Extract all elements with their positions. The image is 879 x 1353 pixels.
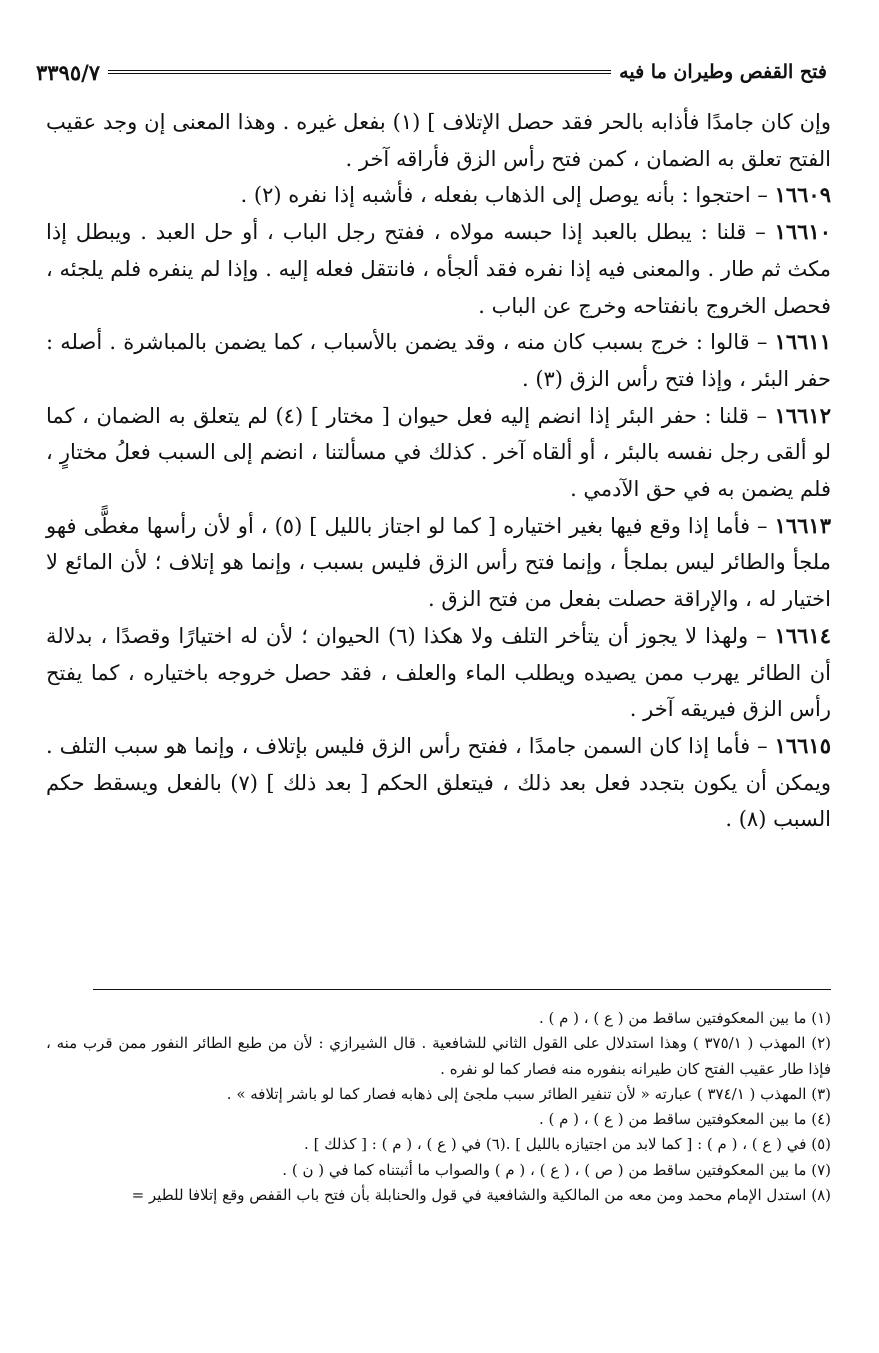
paragraph-number: ١٦٦١٤ xyxy=(774,622,832,648)
paragraph-text: – فأما إذا وقع فيها بغير اختياره [ كما لو اجتاز بالليل ] (٥) ، أو لأن رأسها مغطًّى فهو ملجأ والطائر ليس بملجأ ، وإنما فتح رأس الزق فليس بسبب ، وإنما هو إتلاف ؛ لأن المائع لا اختيار له ، والإراقة حصلت بفعل من فتح الزق . xyxy=(46,513,831,612)
paragraph xyxy=(46,508,831,618)
paragraph-text: – قلنا : حفر البئر إذا انضم إليه فعل حيوان [ مختار ] (٤) لم يتعلق به الضمان ، كما لو ألقى رجل نفسه بالبئر ، أو ألقاه آخر . كذلك في مسألتنا ، انضم إلى السبب فعلُ مختارٍ ، فلم يضمن به في حق الآدمي . xyxy=(46,403,831,502)
paragraph-number: ١٦٦١٢ xyxy=(774,402,831,428)
paragraph-number: ١٦٦١٥ xyxy=(774,732,831,758)
paragraph xyxy=(46,728,831,838)
running-title: فتح القفص وطيران ما فيه xyxy=(619,61,827,83)
paragraph-number: ١٦٦١٠ xyxy=(774,219,831,245)
paragraph-number: ١٦٦٠٩ xyxy=(774,182,831,208)
footnotes xyxy=(46,1006,831,1208)
paragraph-number: ١٦٦١٣ xyxy=(774,512,831,538)
page-number: ٣٣٩٥/٧ xyxy=(36,59,101,85)
footnote: (٥) في ( ع ) ، ( م ) : [ كما لابد من اجتيازه بالليل ] .(٦) في ( ع ) ، ( م ) : [ كذلك ] . xyxy=(304,1135,831,1154)
paragraph-text: – قلنا : يبطل بالعبد إذا حبسه مولاه ، ففتح رجل الباب ، أو حل العبد . ويبطل إذا مكث ثم طار . والمعنى فيه إذا نفره فقد ألجأه ، فانتقل فعله إليه . وإذا لم ينفره فلم يلجئه ، فحصل الخروج بانفتاحه وخرج عن الباب . xyxy=(46,220,831,318)
header-rule xyxy=(108,70,611,74)
paragraph xyxy=(46,104,831,177)
footnote-divider xyxy=(93,989,831,990)
footnote: (٢) المهذب ( ٣٧٥/١ ) وهذا استدلال على القول الثاني للشافعية . قال الشيرازي : لأن من طبع الطائر النفور ممن قرب منه ، فإذا طار عقيب الفتح كان طيرانه بنفوره منه فصار كما لو نفره . xyxy=(46,1034,832,1078)
paragraph xyxy=(46,398,831,508)
paragraph xyxy=(46,324,831,397)
paragraph xyxy=(46,177,831,214)
paragraph-text: – قالوا : خرج بسبب كان منه ، وقد يضمن بالأسباب ، كما يضمن بالمباشرة . أصله : حفر البئر ، وإذا فتح رأس الزق (٣) . xyxy=(46,330,831,391)
footnote: (٨) استدل الإمام محمد ومن معه من المالكية والشافعية في قول والحنابلة بأن فتح باب القفص وقع إتلافا للطير = xyxy=(131,1186,831,1205)
paragraph-text: – ولهذا لا يجوز أن يتأخر التلف ولا هكذا (٦) الحيوان ؛ لأن له اختيارًا وقصدًا ، بدلالة أن الطائر يهرب ممن يصيده ويطلب الماء والعلف ، فقد حصل خروجه باختياره ، كما يفتح رأس الزق فيريقه آخر . xyxy=(46,623,831,722)
paragraph-text: وإن كان جامدًا فأذابه بالحر فقد حصل الإتلاف ] (١) بفعل غيره . وهذا المعنى إن وجد عقيب الفتح تعلق به الضمان ، كمن فتح رأس الزق فأراقه آخر . xyxy=(46,110,831,171)
footnote: (٤) ما بين المعكوفتين ساقط من ( ع ) ، ( م ) . xyxy=(538,1110,831,1129)
paragraph-number: ١٦٦١١ xyxy=(774,329,831,355)
footnote: (٣) المهذب ( ٣٧٤/١ ) عبارته « لأن تنفير الطائر سبب ملجئ إلى ذهابه فصار كما لو باشر إتلافه » . xyxy=(226,1084,831,1103)
paragraph-text: – احتجوا : بأنه يوصل إلى الذهاب بفعله ، فأشبه إذا نفره (٢) . xyxy=(240,183,775,208)
paragraph xyxy=(46,214,831,324)
footnote: (١) ما بين المعكوفتين ساقط من ( ع ) ، ( م ) . xyxy=(538,1009,831,1027)
main-text xyxy=(46,104,831,838)
paragraph-text: – فأما إذا كان السمن جامدًا ، ففتح رأس الزق فليس بإتلاف ، وإنما هو سبب التلف . ويمكن أن يكون بتجدد فعل بعد ذلك ، فيتعلق الحكم [ بعد ذلك ] (٧) بالفعل ويسقط حكم السبب (٨) . xyxy=(46,733,831,832)
paragraph xyxy=(46,618,831,728)
footnote: (٧) ما بين المعكوفتين ساقط من ( ص ) ، ( ع ) ، ( م ) والصواب ما أثبتناه كما في ( ن ) . xyxy=(282,1160,831,1179)
page-header xyxy=(36,52,827,92)
